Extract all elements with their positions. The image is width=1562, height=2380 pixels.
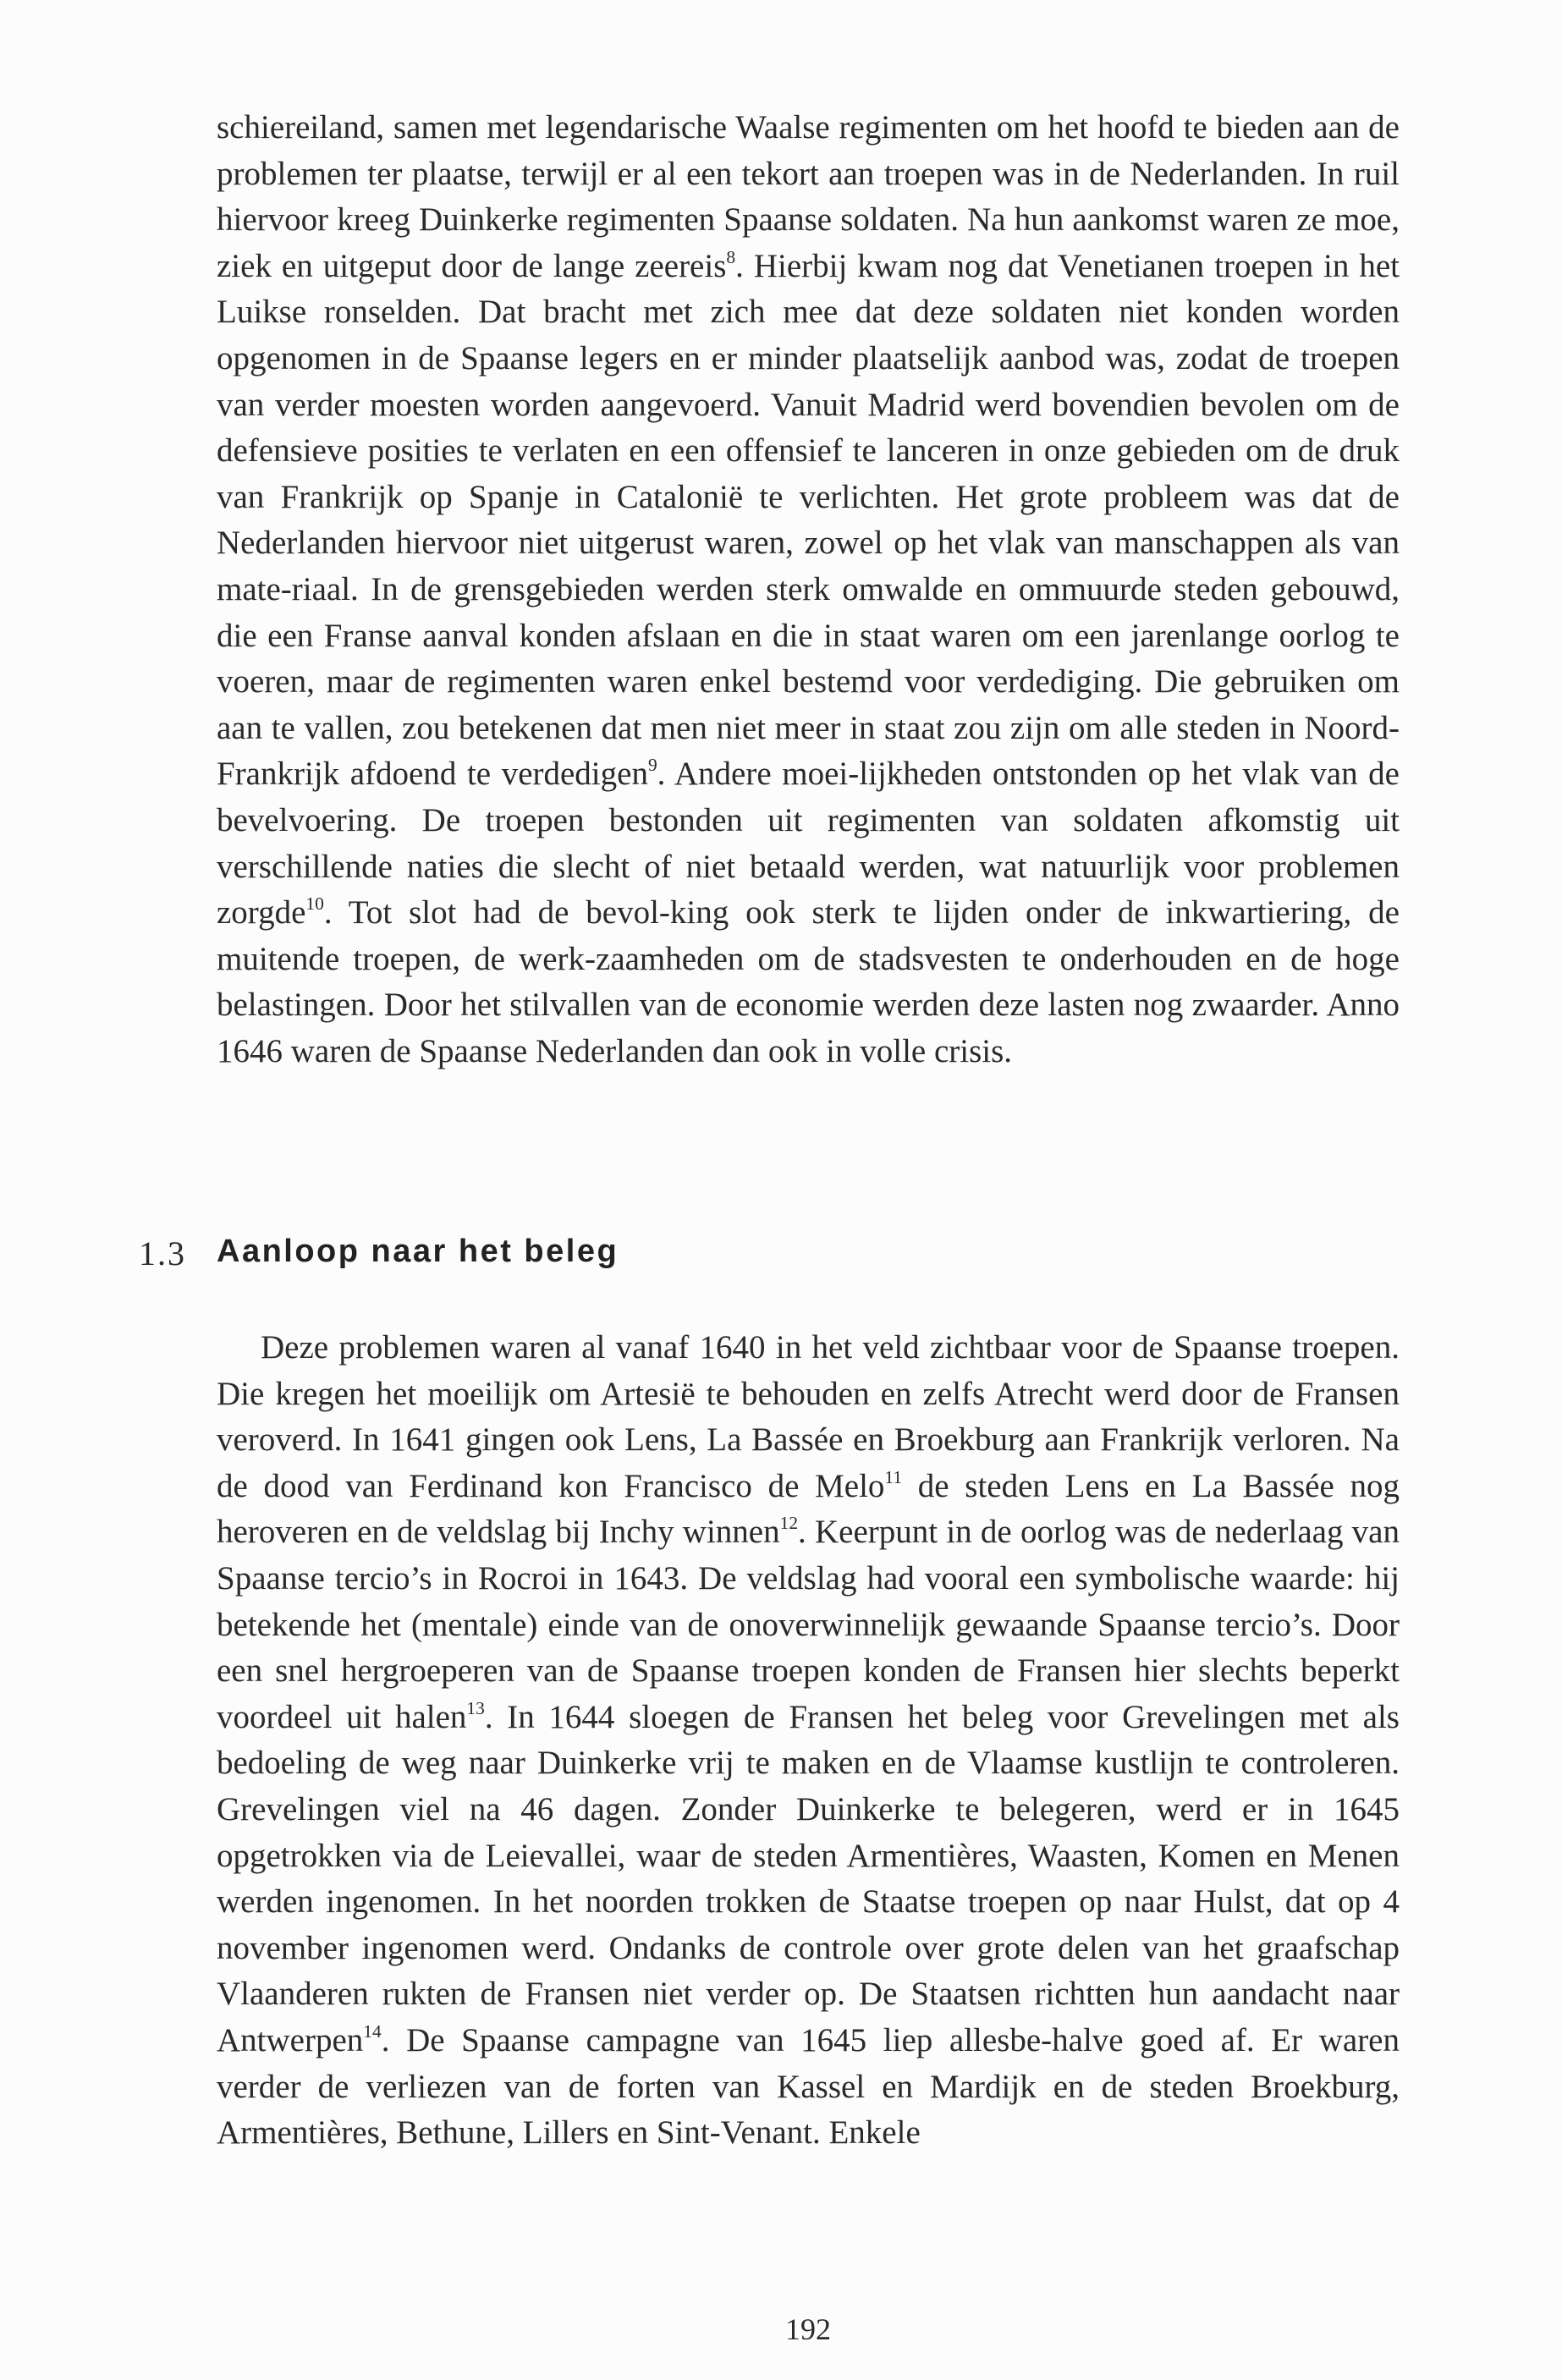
text-run: de steden Lens en La Bassée nog heroveren en de veldslag bij Inchy winnen	[217, 1467, 1400, 1551]
text-run: Deze problemen waren al vanaf 1640 in het veld zichtbaar voor de Spaanse troepen. Die kregen het moeilijk om Artesië te behouden en zelfs Atrecht werd door de Fransen veroverd. In 1641 gingen ook Lens, La Bassée en Broekburg aan Frankrijk verloren. Na de dood van Ferdinand kon Francisco de Melo	[217, 1329, 1400, 1504]
footnote-ref-14: 14	[363, 2020, 382, 2042]
text-run: . Andere moei-lijkheden ontstonden op het vlak van de bevelvoering. De troepen bestonden uit regimenten van soldaten afkomstig uit verschillende naties die slecht of niet betaald werden, wat natuurlijk voor problemen zorgde	[217, 756, 1400, 932]
footnote-ref-10: 10	[305, 893, 324, 915]
paragraph-text	[217, 1325, 1400, 2157]
page-number: 192	[785, 2312, 831, 2346]
text-run: . De Spaanse campagne van 1645 liep allesbe-halve goed af. Er waren verder de verliezen van de forten van Kassel en Mardijk en de steden Broekburg, Armentières, Bethune, Lillers en Sint-Venant. Enkele	[217, 2021, 1400, 2152]
footnote-ref-9: 9	[647, 755, 657, 776]
text-run: . Keerpunt in de oorlog was de nederlaag van Spaanse tercio’s in Rocroi in 1643. De veldslag had vooral een symbolische waarde: hij betekende het (mentale) einde van de onoverwinnelijk gewaande Spaanse tercio’s. Door een snel hergroeperen van de Spaanse troepen konden de Fransen hier slechts beperkt voordeel uit halen	[217, 1514, 1400, 1735]
text-run: . Tot slot had de bevol-king ook sterk te lijden onder de inkwartiering, de muitende troepen, de werk-zaamheden om de stadsvesten te onderhouden en de hoge belastingen. Door het stilvallen van de economie werden deze lasten nog zwaarder. Anno 1646 waren de Spaanse Nederlanden dan ook in volle crisis.	[217, 894, 1400, 1069]
section-number: 1.3	[139, 1234, 186, 1272]
footnote-ref-11: 11	[884, 1466, 903, 1487]
footnote-ref-13: 13	[466, 1697, 485, 1718]
section-heading: Aanloop naar het beleg	[217, 1234, 619, 1269]
paragraph-text	[217, 105, 1400, 1075]
text-run: schiereiland, samen met legendarische Waalse regimenten om het hoofd te bieden aan de problemen ter plaatse, terwijl er al een tekort aan troepen was in de Nederlanden. In ruil hiervoor kreeg Duinkerke regimenten Spaanse soldaten. Na hun aankomst waren ze moe, ziek en uitgeput door de lange zeereis	[217, 109, 1400, 284]
footnote-ref-12: 12	[779, 1513, 799, 1534]
body-paragraph-1	[217, 105, 1400, 1075]
text-run: . In 1644 sloegen de Fransen het beleg voor Grevelingen met als bedoeling de weg naar Duinkerke vrij te maken en de Vlaamse kustlijn te controleren. Grevelingen viel na 46 dagen. Zonder Duinkerke te belegeren, werd er in 1645 opgetrokken via de Leievallei, waar de steden Armentières, Waasten, Komen en Menen werden ingenomen. In het noorden trokken de Staatse troepen op naar Hulst, dat op 4 november ingenomen werd. Ondanks de controle over grote delen van het graafschap Vlaanderen rukten de Fransen niet verder op. De Staatsen richtten hun aandacht naar Antwerpen	[217, 1698, 1400, 2058]
text-run: . Hierbij kwam nog dat Venetianen troepen in het Luikse ronselden. Dat bracht met zich mee dat deze soldaten niet konden worden opgenomen in de Spaanse legers en er minder plaatselijk aanbod was, zodat de troepen van verder moesten worden aangevoerd. Vanuit Madrid werd bovendien bevolen om de defensieve posities te verlaten en een offensief te lanceren in onze gebieden om de druk van Frankrijk op Spanje in Catalonië te verlichten. Het grote probleem was dat de Nederlanden hiervoor niet uitgerust waren, zowel op het vlak van manschappen als van mate-riaal. In de grensgebieden werden sterk omwalde en ommuurde steden gebouwd, die een Franse aanval konden afslaan en die in staat waren om een jarenlange oorlog te voeren, maar de regimenten waren enkel bestemd voor verdediging. Die gebruiken om aan te vallen, zou betekenen dat men niet meer in staat zou zijn om alle steden in Noord-Frankrijk afdoend te verdedigen	[217, 247, 1400, 793]
body-paragraph-2	[217, 1325, 1400, 2157]
footnote-ref-8: 8	[726, 246, 736, 267]
